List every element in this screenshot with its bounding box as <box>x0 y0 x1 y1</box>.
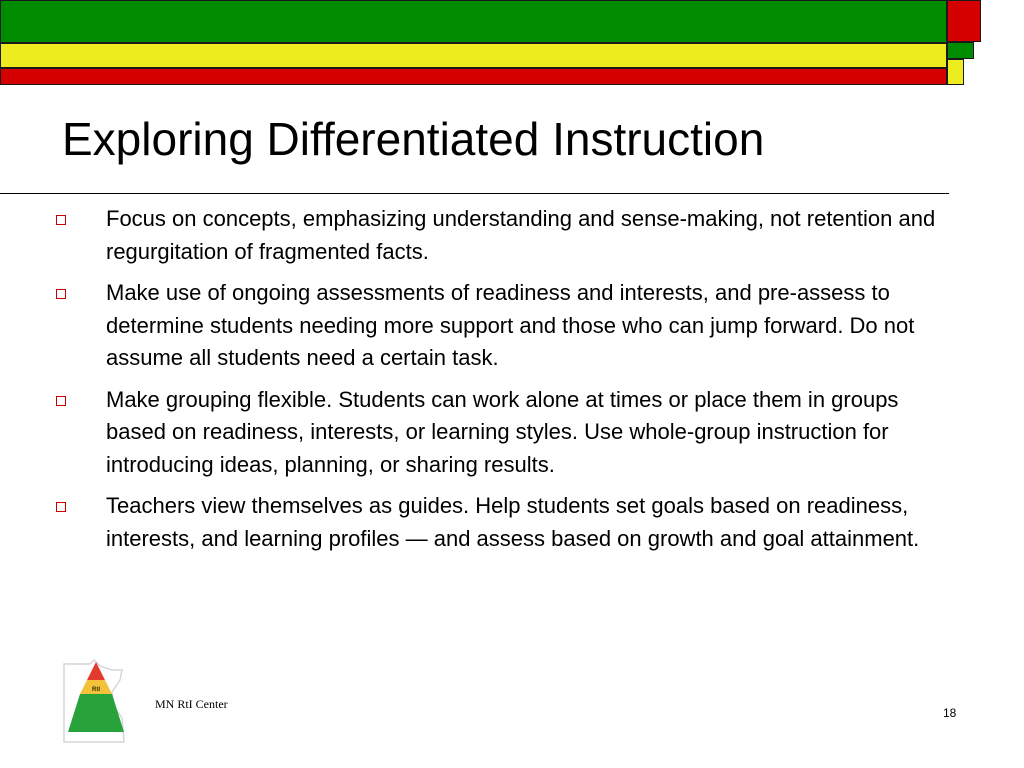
header-band-red <box>0 68 947 85</box>
header-band-green <box>0 0 947 43</box>
header-square-green <box>947 42 974 59</box>
header-square-yellow <box>947 59 964 85</box>
square-bullet-icon <box>56 215 66 225</box>
title-divider <box>0 193 949 194</box>
square-bullet-icon <box>56 502 66 512</box>
bullet-text: Focus on concepts, emphasizing understanding and sense-making, not retention and regurgitation of fragmented facts. <box>106 206 936 264</box>
footer-org-name: MN RtI Center <box>155 697 228 711</box>
bullet-item <box>56 384 946 482</box>
square-bullet-icon <box>56 396 66 406</box>
rti-triangle-logo <box>60 656 136 748</box>
bullet-text: Make grouping flexible. Students can work alone at times or place them in groups based on readiness, interests, or learning styles. Use whole-group instruction for introducing ideas, planning, or sharing results. <box>106 386 899 477</box>
header-square-red <box>947 0 981 42</box>
bullet-text: Teachers view themselves as guides. Help students set goals based on readiness, interests, and learning profiles — and assess based on growth and goal attainment. <box>106 493 920 551</box>
bullet-list <box>56 203 946 564</box>
bullet-item <box>56 203 946 268</box>
bullet-item <box>56 277 946 375</box>
page-number: 18 <box>943 706 957 720</box>
bullet-item <box>56 490 946 555</box>
logo-text: RtI <box>92 687 100 693</box>
bullet-text: Make use of ongoing assessments of readiness and interests, and pre-assess to determine students needing more support and those who can jump forward. Do not assume all students need a certain task. <box>106 280 915 370</box>
slide-title: Exploring Differentiated Instruction <box>62 113 765 165</box>
square-bullet-icon <box>56 289 66 299</box>
header-band-yellow <box>0 43 947 68</box>
